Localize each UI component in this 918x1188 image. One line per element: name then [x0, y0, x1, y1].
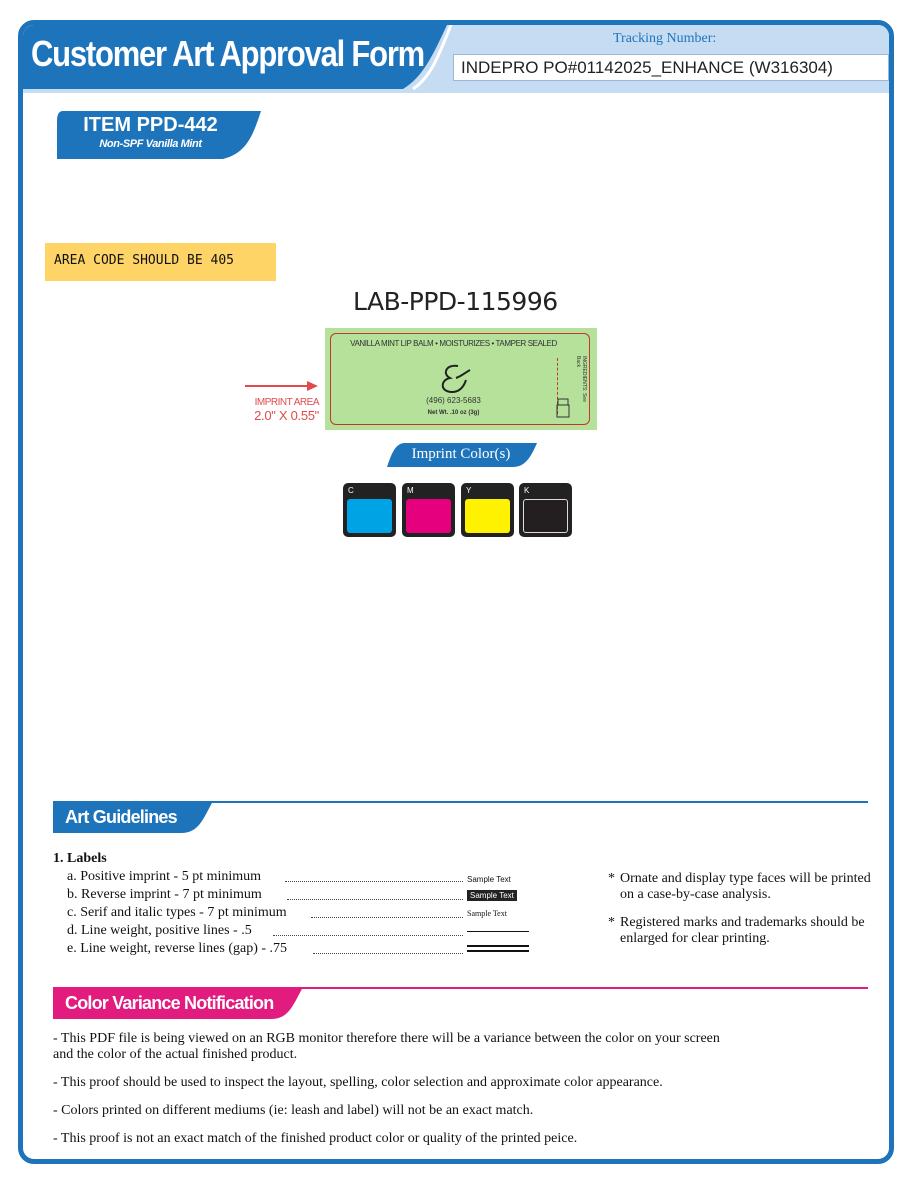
swatch-black: [519, 483, 572, 537]
label-top-text: VANILLA MINT LIP BALM • MOISTURIZES • TAMPER SEALED: [350, 339, 557, 348]
label-proof: [325, 328, 597, 430]
form-title: Customer Art Approval Form: [31, 33, 425, 74]
sample-reverse-text: Sample Text: [467, 890, 517, 901]
proof-note: AREA CODE SHOULD BE 405: [45, 243, 276, 281]
swatch-fill: [406, 499, 451, 533]
label-side-text: INGREDIENTS: See Back: [575, 356, 587, 402]
color-variance-title: Color Variance Notification: [65, 993, 274, 1013]
leader-dots: [273, 934, 463, 936]
guideline-row: b. Reverse imprint - 7 pt minimum: [67, 887, 262, 902]
item-badge: [53, 109, 263, 161]
lip-balm-tube-icon: [555, 398, 571, 418]
swatch-magenta: [402, 483, 455, 537]
leader-dots: [285, 880, 463, 882]
sample-positive: Sample Text: [467, 875, 511, 884]
leader-dots: [287, 898, 463, 900]
swatch-letter: K: [521, 485, 570, 499]
item-subtitle: Non-SPF Vanilla Mint: [99, 138, 202, 150]
variance-item: - This PDF file is being viewed on an RGB monitor therefore there will be a variance between the color on your screen and the color of the actual finished product.: [53, 1031, 720, 1062]
tracking-number-label: Tracking Number:: [613, 31, 717, 46]
imprint-colors-title: Imprint Color(s): [411, 446, 511, 462]
swatch-letter: Y: [463, 485, 512, 499]
guidelines-section-title: 1. Labels: [53, 851, 107, 866]
sample-reverse-line-bottom: [467, 950, 529, 952]
variance-item: - Colors printed on different mediums (ie: leash and label) will not be an exact match.: [53, 1103, 534, 1118]
swatch-yellow: [461, 483, 514, 537]
imprint-area-label: IMPRINT AREA: [254, 397, 319, 408]
sample-positive-line: [467, 931, 529, 932]
approval-form: [18, 20, 894, 1164]
label-net-weight: Net Wt. .10 oz (3g): [427, 410, 480, 416]
lab-id: LAB-PPD-115996: [353, 287, 558, 316]
art-guidelines-rule: [203, 801, 868, 803]
swatch-fill: [523, 499, 568, 533]
swatch-fill: [465, 499, 510, 533]
label-imprint-boundary: [330, 333, 590, 425]
guideline-note: * Ornate and display type faces will be printed on a case-by-case analysis.: [608, 871, 871, 902]
imprint-arrow-icon: [243, 380, 319, 392]
variance-item: - This proof is not an exact match of the finished product color or quality of the printed peice.: [53, 1131, 578, 1146]
color-variance-rule: [293, 987, 868, 989]
art-guidelines-title: Art Guidelines: [65, 807, 177, 827]
sample-serif: Sample Text: [467, 909, 507, 918]
imprint-area-size: 2.0" X 0.55": [254, 408, 319, 423]
guideline-row: c. Serif and italic types - 7 pt minimum: [67, 905, 287, 920]
art-guidelines-tab: [53, 801, 213, 835]
script-logo-icon: [436, 362, 472, 396]
swatch-letter: M: [404, 485, 453, 499]
label-phone: (496) 623-5683: [426, 396, 481, 405]
sample-reverse: [467, 891, 517, 900]
note-asterisk: *: [608, 871, 615, 886]
guideline-row: d. Line weight, positive lines - .5: [67, 923, 252, 938]
item-name: ITEM PPD-442: [83, 114, 218, 136]
color-variance-tab: [53, 987, 303, 1021]
swatch-letter: C: [345, 485, 394, 499]
leader-dots: [311, 916, 463, 918]
variance-item: - This proof should be used to inspect the layout, spelling, color selection and approximate color appearance.: [53, 1075, 663, 1090]
swatch-cyan: [343, 483, 396, 537]
leader-dots: [313, 952, 463, 954]
guideline-note: * Registered marks and trademarks should be enlarged for clear printing.: [608, 915, 865, 946]
swatch-fill: [347, 499, 392, 533]
note-asterisk: *: [608, 915, 615, 930]
imprint-colors-tab: [385, 441, 540, 469]
guideline-row: e. Line weight, reverse lines (gap) - .75: [67, 941, 288, 956]
guideline-row: a. Positive imprint - 5 pt minimum: [67, 869, 262, 884]
form-header: [23, 25, 889, 93]
tracking-number-field[interactable]: INDEPRO PO#01142025_ENHANCE (W316304): [453, 54, 889, 81]
sample-reverse-line-top: [467, 945, 529, 947]
